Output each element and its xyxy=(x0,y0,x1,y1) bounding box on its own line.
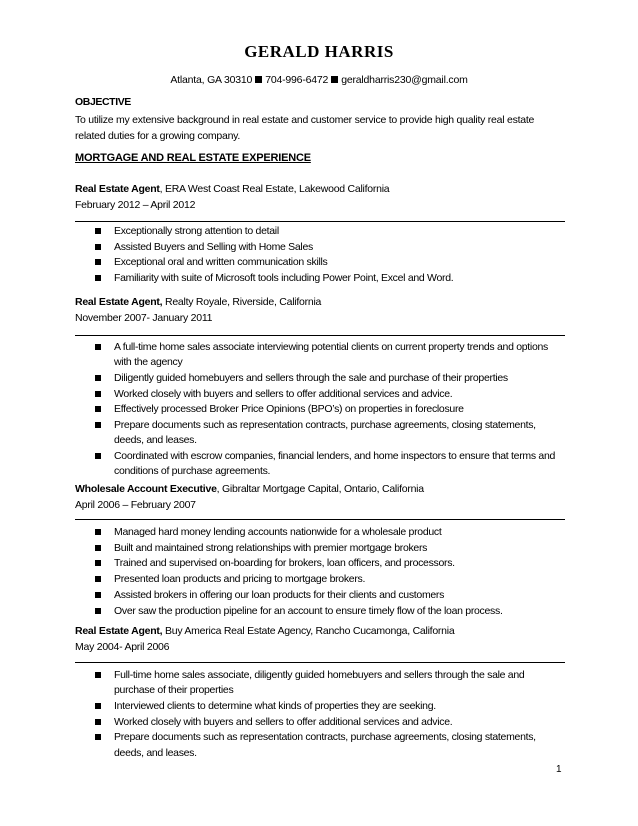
job-bullets xyxy=(92,668,562,761)
list-item: Managed hard money lending accounts nationwide for a wholesale product xyxy=(92,525,562,540)
list-item: Exceptional oral and written communication skills xyxy=(92,255,562,270)
list-item: Interviewed clients to determine what kinds of properties they are seeking. xyxy=(92,699,562,714)
list-item: Over saw the production pipeline for an account to ensure timely flow of the loan process. xyxy=(92,604,562,619)
list-item: Worked closely with buyers and sellers to offer additional services and advice. xyxy=(92,387,562,402)
job-dates: May 2004- April 2006 xyxy=(75,641,170,653)
email: geraldharris230@gmail.com xyxy=(341,74,468,86)
objective-heading: OBJECTIVE xyxy=(75,96,131,108)
job-title-line xyxy=(75,181,389,197)
job-dates: February 2012 – April 2012 xyxy=(75,199,196,211)
list-item: Assisted brokers in offering our loan products for their clients and customers xyxy=(92,588,562,603)
divider xyxy=(75,519,565,520)
job-title: Real Estate Agent, xyxy=(75,296,163,308)
job-title-line xyxy=(75,294,321,310)
list-item: Trained and supervised on-boarding for brokers, loan officers, and processors. xyxy=(92,556,562,571)
job-header xyxy=(75,623,454,655)
job-bullets xyxy=(92,340,562,480)
applicant-name: GERALD HARRIS xyxy=(244,42,394,61)
list-item: Effectively processed Broker Price Opinions (BPO’s) on properties in foreclosure xyxy=(92,402,562,417)
job-company: Buy America Real Estate Agency, Rancho Cucamonga, California xyxy=(162,625,455,637)
job-header xyxy=(75,294,321,326)
job-bullets xyxy=(92,224,562,287)
job-title: Real Estate Agent xyxy=(75,183,160,195)
job-dates: April 2006 – February 2007 xyxy=(75,499,196,511)
list-item: Diligently guided homebuyers and sellers through the sale and purchase of their properties xyxy=(92,371,562,386)
list-item: Presented loan products and pricing to mortgage brokers. xyxy=(92,572,562,587)
list-item: Prepare documents such as representation contracts, purchase agreements, closing statements, deeds, and leases. xyxy=(92,730,562,760)
page-number: 1 xyxy=(556,764,562,775)
job-title-line xyxy=(75,623,454,639)
job-company: , Gibraltar Mortgage Capital, Ontario, California xyxy=(216,483,424,495)
list-item: Coordinated with escrow companies, financial lenders, and home inspectors to ensure that terms and conditions of purchase agreements. xyxy=(92,449,562,479)
job-header xyxy=(75,181,389,213)
job-dates: November 2007- January 2011 xyxy=(75,312,213,324)
job-title: Real Estate Agent, xyxy=(75,625,163,637)
list-item: Worked closely with buyers and sellers to offer additional services and advice. xyxy=(92,715,562,730)
list-item: Prepare documents such as representation contracts, purchase agreements, closing statements, deeds, and leases. xyxy=(92,418,562,448)
phone: 704-996-6472 xyxy=(265,74,329,86)
section-heading: MORTGAGE AND REAL ESTATE EXPERIENCE xyxy=(75,152,311,164)
job-company: Realty Royale, Riverside, California xyxy=(162,296,322,308)
location: Atlanta, GA 30310 xyxy=(170,74,253,86)
job-company: , ERA West Coast Real Estate, Lakewood California xyxy=(159,183,390,195)
list-item: Exceptionally strong attention to detail xyxy=(92,224,562,239)
list-item: Assisted Buyers and Selling with Home Sales xyxy=(92,240,562,255)
list-item: Built and maintained strong relationships with premier mortgage brokers xyxy=(92,541,562,556)
job-title: Wholesale Account Executive xyxy=(75,483,217,495)
list-item: A full-time home sales associate interviewing potential clients on current property trends and options with the agency xyxy=(92,340,562,370)
list-item: Full-time home sales associate, diligently guided homebuyers and sellers through the sale and purchase of their properties xyxy=(92,668,562,698)
divider xyxy=(75,662,565,663)
contact-line xyxy=(0,74,638,86)
divider xyxy=(75,221,565,222)
list-item: Familiarity with suite of Microsoft tools including Power Point, Excel and Word. xyxy=(92,271,562,286)
divider xyxy=(75,335,565,336)
job-title-line xyxy=(75,481,424,497)
job-header xyxy=(75,481,424,513)
square-bullet-icon xyxy=(255,76,262,83)
objective-text: To utilize my extensive background in real estate and customer service to provide high quality real estate related duties for a growing company. xyxy=(75,114,535,142)
square-bullet-icon xyxy=(331,76,338,83)
job-bullets xyxy=(92,525,562,619)
